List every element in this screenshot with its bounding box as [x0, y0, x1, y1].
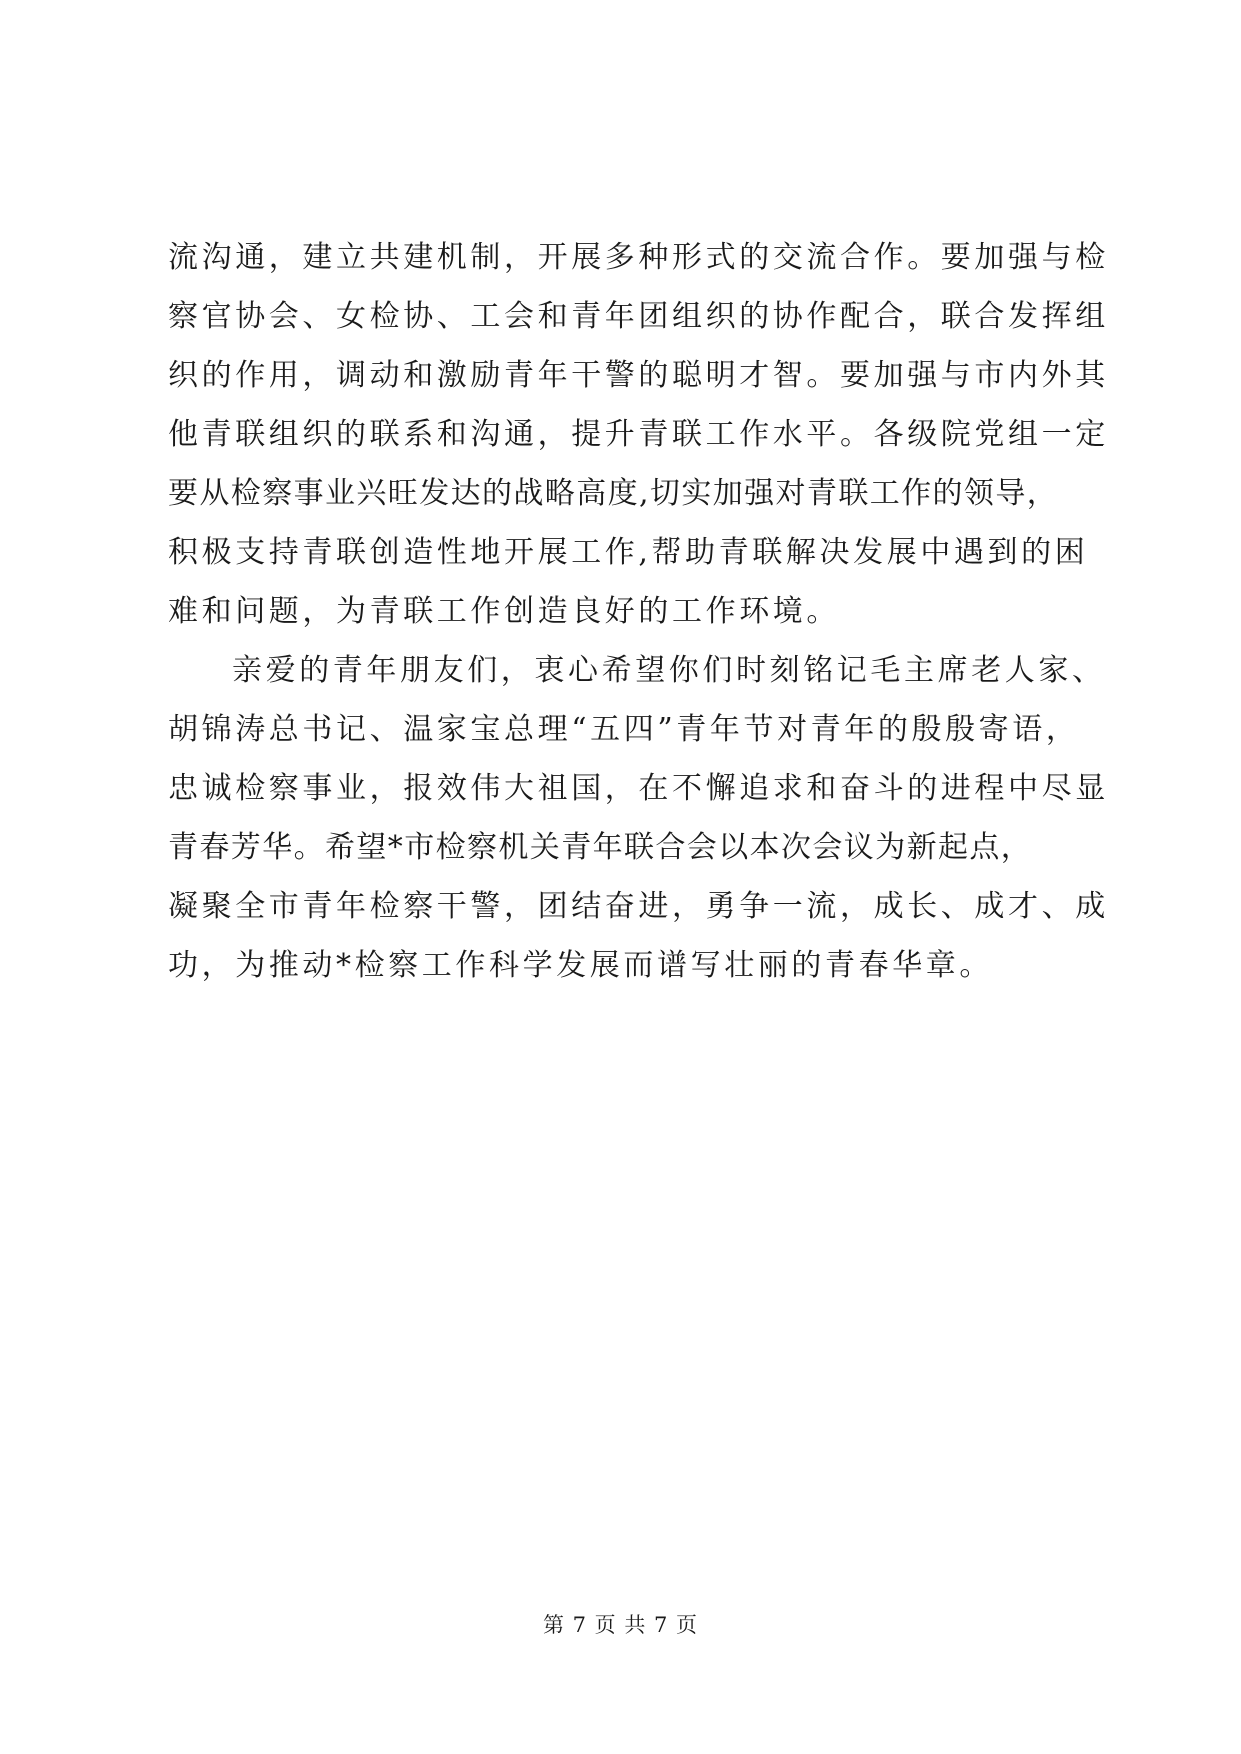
body-text	[168, 228, 1109, 995]
text-line: 积极支持青联创造性地开展工作,帮助青联解决发展中遇到的困	[168, 535, 1089, 570]
text-line: 胡锦涛总书记、温家宝总理“五四”青年节对青年的殷殷寄语，	[168, 712, 1080, 747]
text-line: 亲爱的青年朋友们，衷心希望你们时刻铭记毛主席老人家、	[232, 653, 1106, 688]
text-line: 忠诚检察事业，报效伟大祖国，在不懈追求和奋斗的进程中尽显	[168, 771, 1109, 806]
text-line: 察官协会、女检协、工会和青年团组织的协作配合，联合发挥组	[168, 299, 1109, 334]
text-line: 他青联组织的联系和沟通，提升青联工作水平。各级院党组一定	[168, 417, 1109, 452]
text-line: 要从检察事业兴旺发达的战略高度,切实加强对青联工作的领导，	[168, 476, 1059, 511]
text-line: 凝聚全市青年检察干警，团结奋进，勇争一流，成长、成才、成	[168, 889, 1109, 924]
text-line: 难和问题，为青联工作创造良好的工作环境。	[168, 594, 840, 629]
text-line: 织的作用，调动和激励青年干警的聪明才智。要加强与市内外其	[168, 358, 1109, 393]
text-line: 功，为推动*检察工作科学发展而谱写壮丽的青春华章。	[168, 948, 993, 983]
page-number-footer: 第 7 页 共 7 页	[542, 1613, 699, 1637]
text-line: 青春芳华。希望*市检察机关青年联合会以本次会议为新起点，	[168, 830, 1033, 865]
paragraph-1	[168, 228, 1109, 641]
text-line: 流沟通，建立共建机制，开展多种形式的交流合作。要加强与检	[168, 240, 1109, 275]
paragraph-2	[168, 641, 1109, 995]
